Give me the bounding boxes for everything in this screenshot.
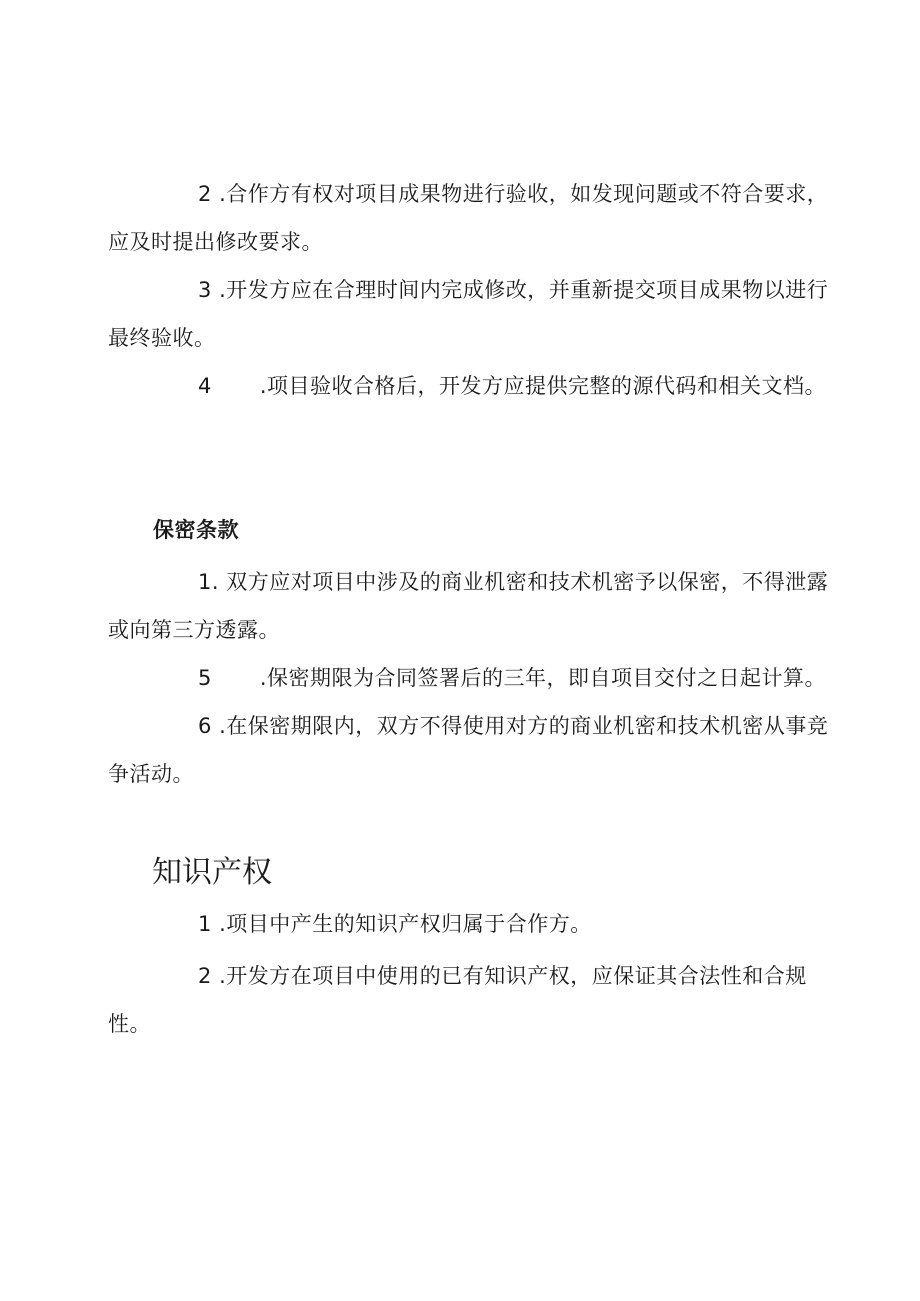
item-number: 2 bbox=[198, 182, 212, 206]
item-text: .开发方应在合理时间内完成修改，并重新提交项目成果物以进行最终验收。 bbox=[108, 278, 829, 350]
confidentiality-item-5 bbox=[108, 654, 838, 702]
item-text: .合作方有权对项目成果物进行验收，如发现问题或不符合要求，应及时提出修改要求。 bbox=[108, 182, 829, 254]
item-number: 5 bbox=[198, 666, 212, 690]
ip-item-1 bbox=[108, 900, 838, 948]
acceptance-item-4 bbox=[108, 362, 838, 410]
item-text: .开发方在项目中使用的已有知识产权，应保证其合法性和合规性。 bbox=[108, 964, 807, 1036]
item-number: 3 bbox=[198, 278, 212, 302]
ip-item-2 bbox=[108, 952, 838, 1048]
section-title-confidentiality: 保密条款 bbox=[153, 518, 239, 542]
item-text: .项目验收合格后，开发方应提供完整的源代码和相关文档。 bbox=[259, 374, 827, 398]
item-text: .保密期限为合同签署后的三年，即自项目交付之日起计算。 bbox=[259, 666, 827, 690]
item-number: 6 bbox=[198, 714, 212, 738]
item-number: 2 bbox=[198, 964, 212, 988]
item-number: 4 bbox=[198, 374, 212, 398]
item-number: 1. bbox=[198, 570, 220, 594]
section-title-ip: 知识产权 bbox=[152, 855, 272, 890]
item-text: .项目中产生的知识产权归属于合作方。 bbox=[219, 912, 592, 936]
confidentiality-item-6 bbox=[108, 702, 838, 798]
acceptance-item-3 bbox=[108, 266, 838, 362]
confidentiality-item-1 bbox=[108, 558, 838, 654]
item-text: .在保密期限内，双方不得使用对方的商业机密和技术机密从事竞争活动。 bbox=[108, 714, 829, 786]
acceptance-item-2 bbox=[108, 170, 838, 266]
item-number: 1 bbox=[198, 912, 212, 936]
item-text: 双方应对项目中涉及的商业机密和技术机密予以保密，不得泄露或向第三方透露。 bbox=[108, 570, 829, 642]
